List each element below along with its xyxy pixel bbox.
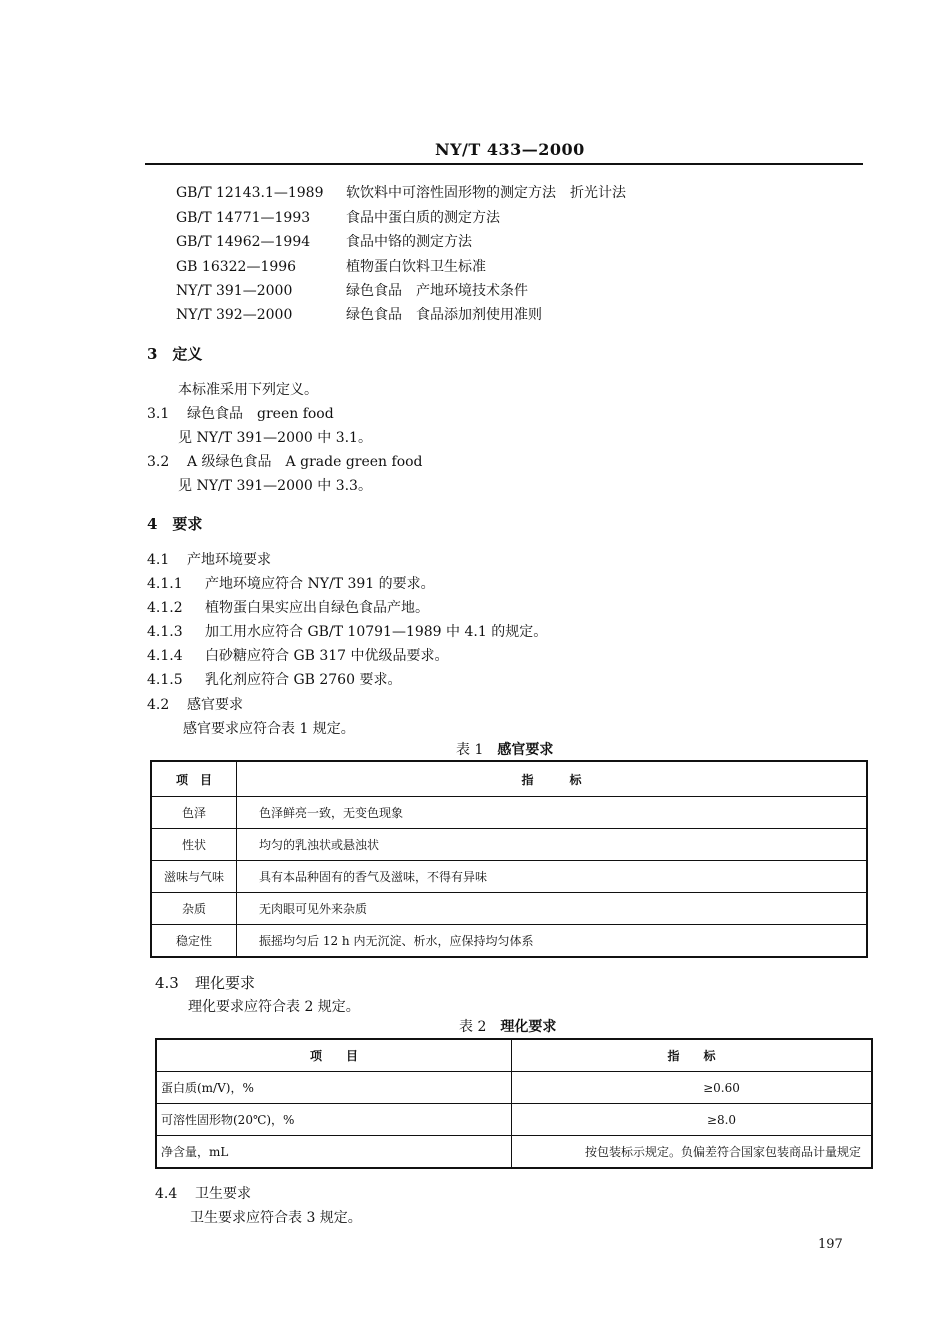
table-cell: 蛋白质(m/V)，% [156,1072,512,1104]
clause-text: 产地环境应符合 NY/T 391 的要求。 [205,576,435,592]
table-row [151,797,867,829]
table-header-row [151,761,867,797]
reference-item [176,304,542,324]
table-header-cell: 项 目 [156,1039,512,1072]
clause-4-1 [147,549,271,569]
table-label: 表 2 [459,1019,487,1035]
clause-number: 4.4 [155,1186,178,1202]
clause-4-1-1 [147,573,435,593]
table-cell: 滋味与气味 [151,861,237,893]
page-number: 197 [818,1237,843,1252]
reference-title: 食品中蛋白质的测定方法 [346,210,500,226]
reference-item [176,207,500,227]
clause-4-1-2 [147,597,429,617]
clause-number: 3.2 [147,454,170,470]
table-row [156,1072,872,1104]
clause-number: 4.3 [155,974,179,992]
table-label: 表 1 [456,742,484,758]
clause-4-2-para: 感官要求应符合表 1 规定。 [183,721,355,737]
clause-number: 4.1.4 [147,648,183,664]
table-cell: 具有本品种固有的香气及滋味，不得有异味 [237,861,868,893]
clause-4-1-4 [147,645,449,665]
table-cell: 杂质 [151,893,237,925]
table-header-cell: 指 标 [512,1039,873,1072]
table-cell: 可溶性固形物(20℃)，% [156,1104,512,1136]
definition-term: 绿色食品 green food [187,406,334,422]
table-row [156,1136,872,1169]
clause-text: 植物蛋白果实应出自绿色食品产地。 [205,600,429,616]
reference-code: NY/T 391—2000 [176,283,293,299]
clause-text: 感官要求 [187,697,243,713]
reference-code: GB 16322—1996 [176,259,297,275]
table-row [151,893,867,925]
definition-3-1-ref: 见 NY/T 391—2000 中 3.1。 [178,430,372,446]
table-row [151,829,867,861]
reference-item [176,182,626,202]
table-cell: 性状 [151,829,237,861]
reference-code: GB/T 14962—1994 [176,234,311,250]
table-cell: 振摇均匀后 12 h 内无沉淀、析水，应保持均匀体系 [237,925,868,958]
clause-4-1-3 [147,621,547,641]
reference-title: 绿色食品 食品添加剂使用准则 [346,307,542,323]
reference-title: 食品中铬的测定方法 [346,234,472,250]
clause-text: 理化要求 [195,974,256,992]
table-header-cell: 指 标 [237,761,868,797]
reference-code: GB/T 12143.1—1989 [176,185,324,201]
sensory-requirements-table [150,760,868,958]
table-cell: 均匀的乳浊状或悬浊状 [237,829,868,861]
clause-4-3-para: 理化要求应符合表 2 规定。 [188,999,360,1015]
table-row [151,861,867,893]
reference-item [176,280,528,300]
reference-title: 绿色食品 产地环境技术条件 [346,283,528,299]
standard-number-header: NY/T 433—2000 [435,140,585,159]
reference-code: NY/T 392—2000 [176,307,293,323]
clause-4-4-para: 卫生要求应符合表 3 规定。 [190,1210,362,1226]
table-cell: 净含量，mL [156,1136,512,1169]
clause-text: 白砂糖应符合 GB 317 中优级品要求。 [205,648,449,664]
reference-code: GB/T 14771—1993 [176,210,311,226]
clause-number: 4.1.5 [147,672,183,688]
table-title: 感官要求 [497,742,554,758]
reference-title: 软饮料中可溶性固形物的测定方法 折光计法 [346,185,626,201]
reference-item [176,256,486,276]
reference-title: 植物蛋白饮料卫生标准 [346,259,486,275]
clause-text: 产地环境要求 [187,552,271,568]
clause-4-1-5 [147,669,401,689]
clause-4-2 [147,694,243,714]
table-cell: 无肉眼可见外来杂质 [237,893,868,925]
table-header-row [156,1039,872,1072]
table-header-cell: 项 目 [151,761,237,797]
clause-text: 乳化剂应符合 GB 2760 要求。 [205,672,402,688]
clause-number: 4.1 [147,552,170,568]
clause-text: 卫生要求 [195,1186,251,1202]
section-4-heading: 4 要求 [147,515,203,533]
table-1-caption [456,739,553,759]
table-cell: 色泽 [151,797,237,829]
table-row [151,925,867,958]
table-cell: 色泽鲜亮一致，无变色现象 [237,797,868,829]
table-title: 理化要求 [500,1019,557,1035]
reference-item [176,231,472,251]
table-2-caption [459,1016,556,1036]
definition-term: A 级绿色食品 A grade green food [187,454,423,470]
clause-4-4 [155,1183,251,1203]
section-3-intro: 本标准采用下列定义。 [178,382,318,398]
definition-3-1 [147,403,334,423]
clause-number: 4.1.2 [147,600,183,616]
table-cell: 稳定性 [151,925,237,958]
clause-number: 4.1.3 [147,624,183,640]
clause-number: 4.1.1 [147,576,183,592]
definition-3-2-ref: 见 NY/T 391—2000 中 3.3。 [178,478,372,494]
table-cell: 按包装标示规定。负偏差符合国家包装商品计量规定 [512,1136,873,1169]
definition-3-2 [147,451,423,471]
table-cell: ≥0.60 [512,1072,873,1104]
table-cell: ≥8.0 [512,1104,873,1136]
clause-text: 加工用水应符合 GB/T 10791—1989 中 4.1 的规定。 [205,624,548,640]
table-row [156,1104,872,1136]
section-3-heading: 3 定义 [147,345,203,363]
clause-4-3 [155,972,255,993]
clause-number: 3.1 [147,406,170,422]
clause-number: 4.2 [147,697,170,713]
physicochemical-requirements-table [155,1038,873,1169]
header-rule [145,163,863,165]
